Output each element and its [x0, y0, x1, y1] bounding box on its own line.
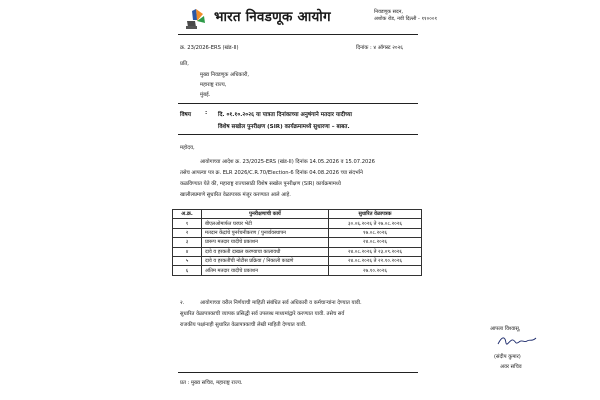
- row-schedule: १७.०८.२०२६: [329, 228, 422, 237]
- para2-line-1: आयोगाच्या वरील निर्णयाची माहिती संबंधित सर्व अधिकारी व कर्मचाऱ्यांना देण्यात यावी.: [200, 300, 362, 306]
- subject-top-rule: [178, 103, 418, 104]
- table-header-row: [173, 210, 422, 219]
- greeting: महोदय,: [180, 145, 195, 151]
- signatory-designation: अवर सचिव: [500, 364, 522, 370]
- row-task: बीएलओमार्फत घरघर भेटी: [202, 219, 329, 228]
- table-row: [173, 219, 422, 228]
- row-schedule: ३०.०६.२०२६ ते २७.०८.२०२६: [329, 219, 422, 228]
- signatory-name: (संदीप कुमार): [494, 354, 521, 360]
- table-row: [173, 247, 422, 256]
- para2-number: २.: [180, 300, 185, 306]
- header-divider: [178, 34, 418, 35]
- revised-schedule-table: [172, 209, 422, 276]
- header-schedule: सुधारित वेळापत्रक: [329, 210, 422, 219]
- row-task: दावे व हरकतींची नोटीस प्रक्रिया / निकाली काढणे: [202, 256, 329, 265]
- recipient-line-2: महाराष्ट्र राज्य,: [200, 82, 227, 88]
- row-schedule: २४.०८.२०२६ ते २३.०९.२०२६: [329, 247, 422, 256]
- office-address: निवडणूक सदन, अशोक रोड, नवी दिल्ली - ११०००१: [374, 9, 438, 22]
- closing-yours: आपला विश्वासू,: [490, 326, 521, 332]
- table-row: [173, 228, 422, 237]
- row-task: अंतिम मतदार यादीचे प्रकाशन: [202, 266, 329, 275]
- row-serial: ३: [173, 238, 202, 247]
- subject-line-1: दि. ०१.१०.२०२६ या पात्रता दिनांकाच्या अनुषंगाने मतदार यादीच्या: [218, 112, 352, 118]
- organization-name: भारत निवडणूक आयोग: [214, 9, 331, 25]
- recipient-line-1: मुख्य निवडणूक अधिकारी,: [200, 72, 249, 78]
- letter-date: दिनांक : ४ ऑगस्ट २०२६: [356, 45, 403, 51]
- recipient-to: प्रति,: [180, 61, 189, 67]
- row-serial: ४: [173, 247, 202, 256]
- para2-line-2: सुधारित वेळापत्रकाची व्यापक प्रसिद्धी सर्व उपलब्ध माध्यमांद्वारे करण्यात यावी. तसेच सर्व: [180, 311, 345, 317]
- handwritten-signature: [496, 334, 538, 348]
- row-task: मतदान केंद्रांचे पुनर्रचनीकरण / पुनर्व्यवस्थापन: [202, 228, 329, 237]
- footer-divider: [178, 372, 418, 373]
- recipient-line-3: मुंबई.: [200, 92, 211, 98]
- subject-label: विषय: [180, 112, 192, 118]
- row-task: दावे व हरकती दाखल करण्याचा कालावधी: [202, 247, 329, 256]
- row-task: प्रारूप मतदार यादीचे प्रकाशन: [202, 238, 329, 247]
- row-serial: ६: [173, 266, 202, 275]
- table-row: [173, 256, 422, 265]
- body-line-2: तसेच आपल्या पत्र क्र. ELR 2026/C.R.70/Election-6 दिनांक 04.08.2026 च्या संदर्भाने: [180, 170, 363, 176]
- row-serial: १: [173, 219, 202, 228]
- table-row: [173, 238, 422, 247]
- row-schedule: २४.०८.२०२६: [329, 238, 422, 247]
- reference-number: क्र. 23/2026-ERS (खंड-II): [180, 45, 239, 51]
- copy-to: प्रत : मुख्य सचिव, महाराष्ट्र राज्य.: [180, 380, 243, 386]
- table-row: [173, 266, 422, 275]
- header-task: पुनरीक्षणाची कार्ये: [202, 210, 329, 219]
- row-schedule: २७.१०.२०२६: [329, 266, 422, 275]
- row-serial: २: [173, 228, 202, 237]
- body-line-3: कळविण्यात येते की, महाराष्ट्र राज्यासाठी विशेष सखोल पुनरीक्षण (SIR) कार्यक्रमामध्ये: [180, 181, 341, 187]
- subject-line-2: विशेष सखोल पुनरीक्षण (SIR) कार्यक्रमामध्ये सुधारणा – बाबत.: [218, 124, 350, 130]
- eci-logo: [183, 5, 209, 31]
- row-schedule: २४.०८.२०२६ ते २२.१०.२०२६: [329, 256, 422, 265]
- subject-colon: :: [205, 110, 208, 116]
- body-line-4: खालीलप्रमाणे सुधारित वेळापत्रक मंजूर करण्यात आले आहे.: [180, 192, 291, 198]
- header-serial: अ.क्र.: [173, 210, 202, 219]
- para2-line-3: राजकीय पक्षांनाही सुधारित वेळापत्रकाची लेखी माहिती देण्यात यावी.: [180, 322, 307, 328]
- body-line-1: आयोगाच्या आदेश क्र. 23/2025-ERS (खंड-II) दिनांक 14.05.2026 व 15.07.2026: [200, 159, 375, 165]
- row-serial: ५: [173, 256, 202, 265]
- subject-bottom-rule: [178, 134, 418, 135]
